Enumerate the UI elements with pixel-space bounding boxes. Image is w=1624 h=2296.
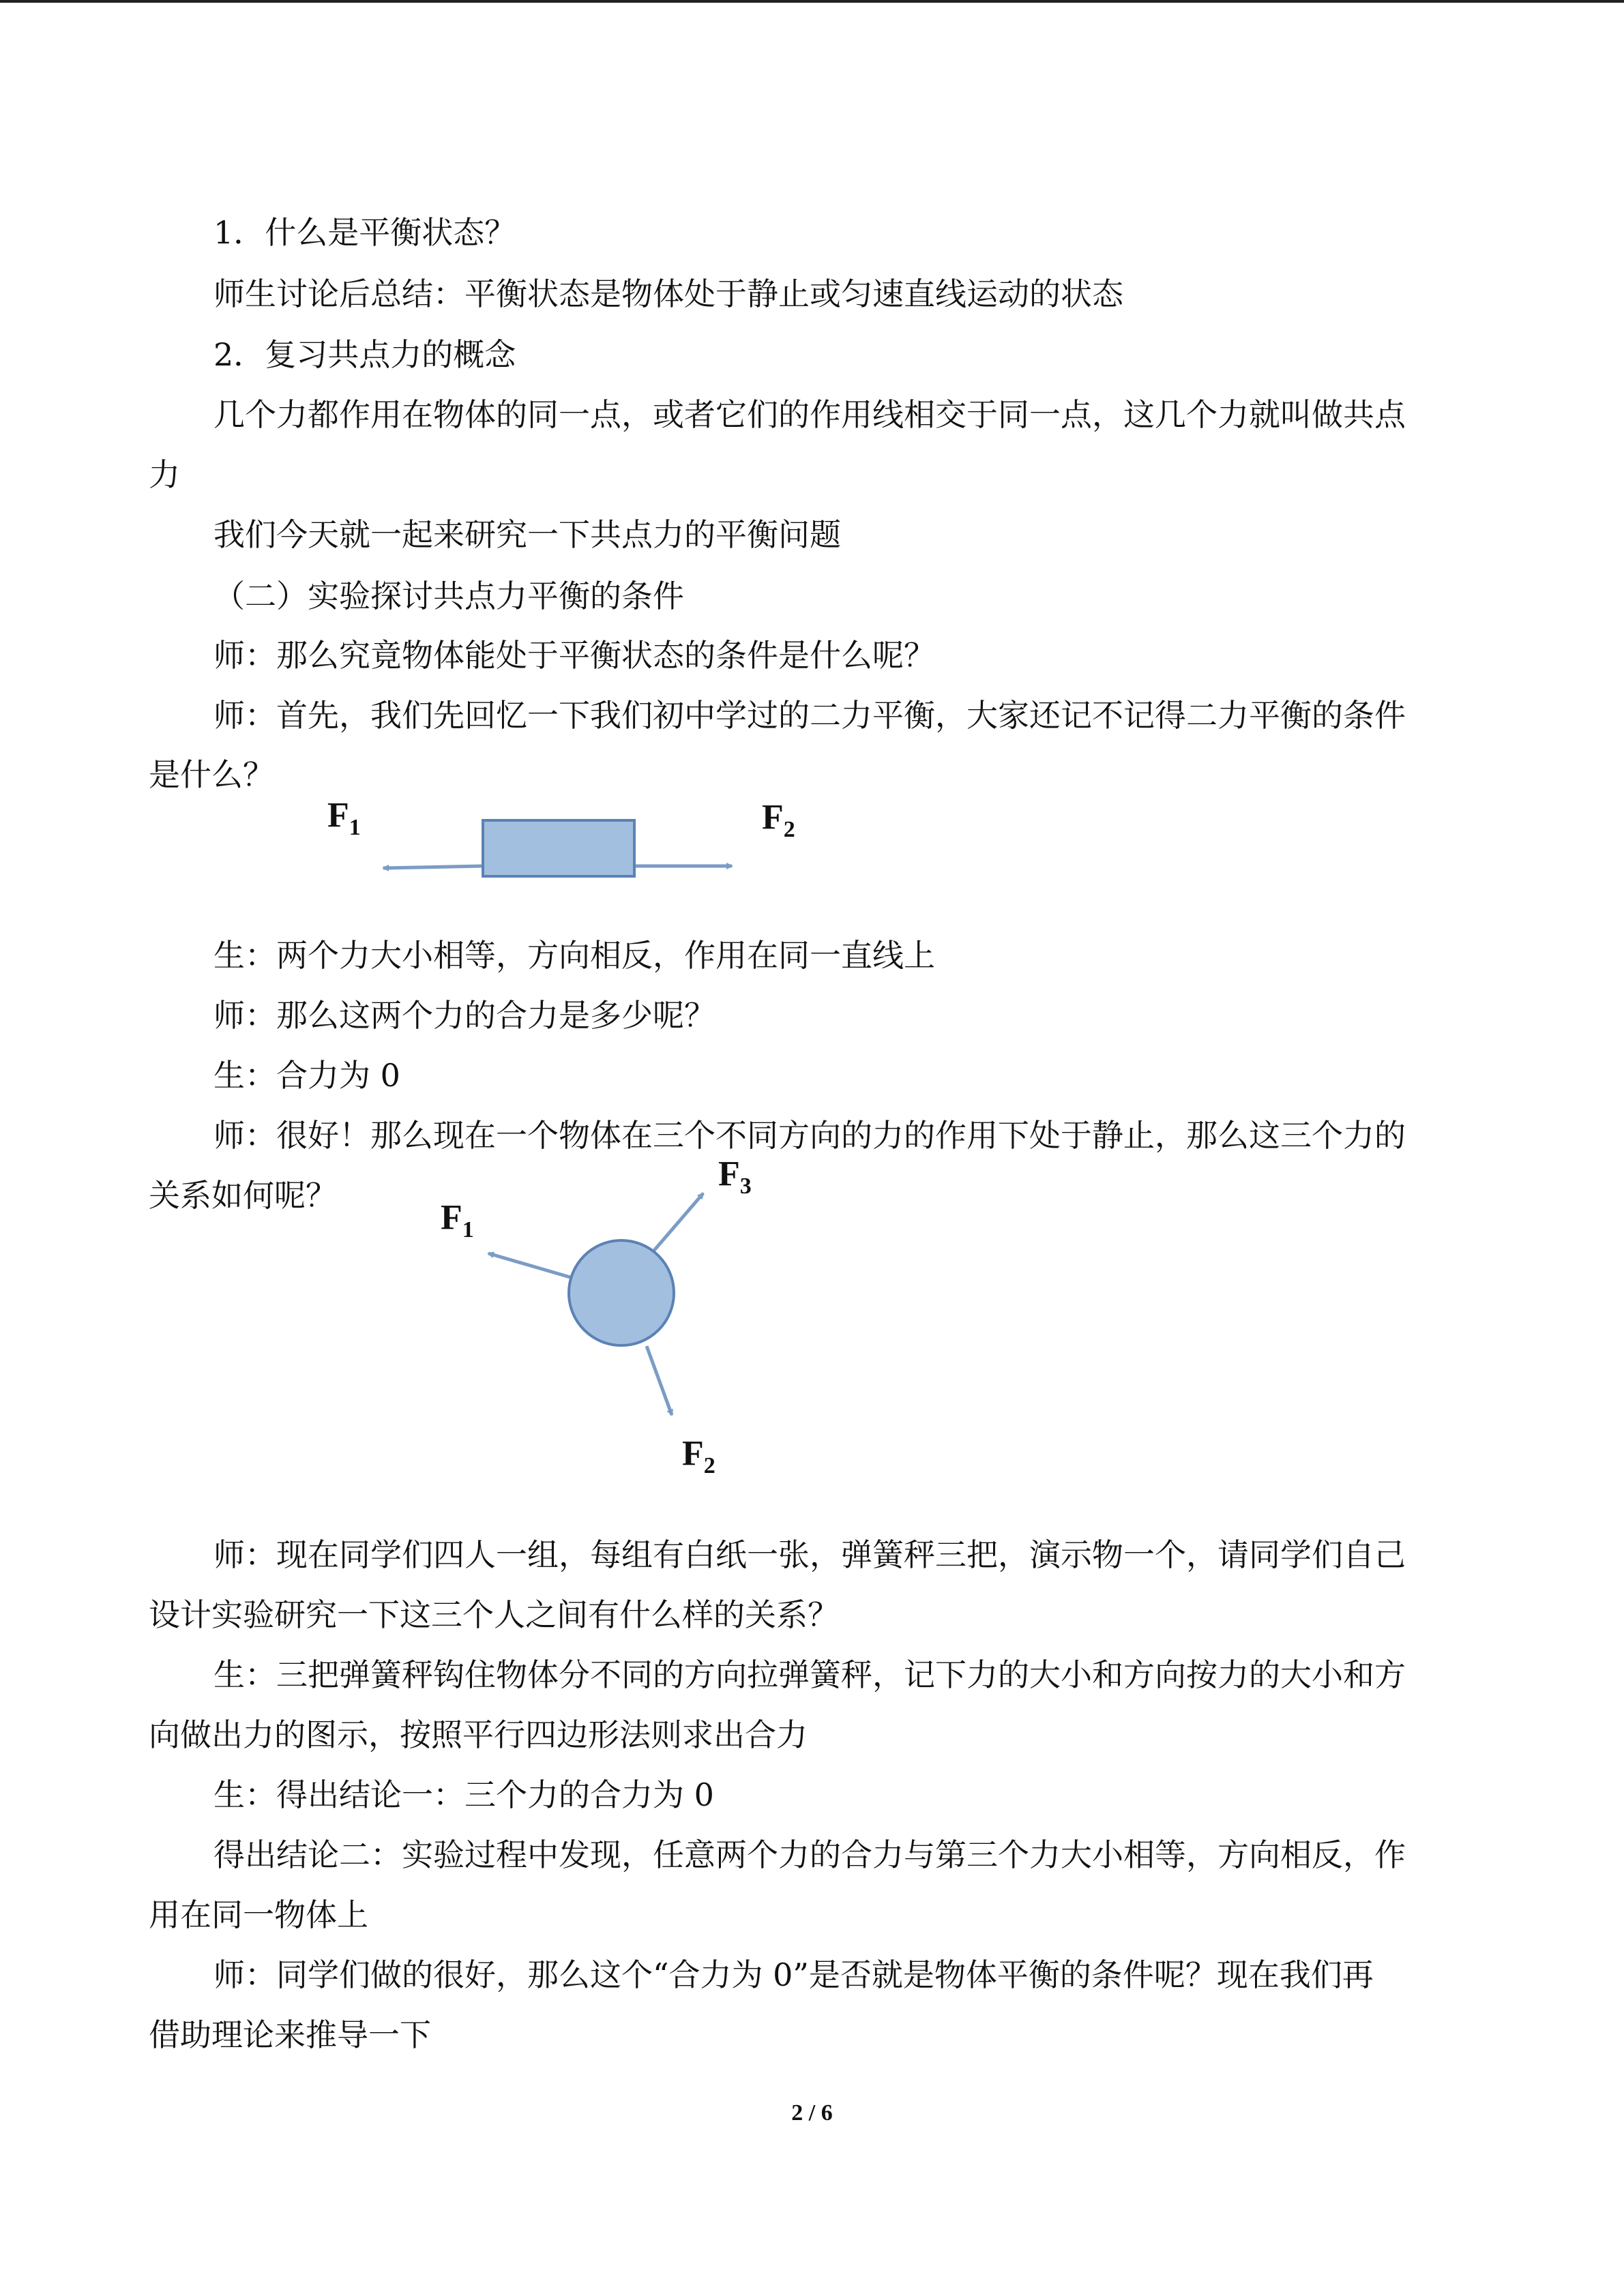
paragraph-line: 生：得出结论一：三个力的合力为 0: [213, 1776, 714, 1813]
paragraph-line: 生：三把弹簧秤钩住物体分不同的方向拉弹簧秤，记下力的大小和方向按力的大小和方: [213, 1656, 1406, 1693]
paragraph-line: 是什么？: [149, 756, 274, 793]
paragraph-line: 生：两个力大小相等，方向相反，作用在同一直线上: [213, 937, 935, 974]
paragraph-line: 用在同一物体上: [149, 1896, 368, 1933]
paragraph-line: 生：合力为 0: [213, 1057, 400, 1094]
paragraph-line: （二）实验探讨共点力平衡的条件: [213, 578, 684, 614]
paragraph-line: 借助理论来推导一下: [149, 2016, 431, 2053]
round-object: [569, 1240, 674, 1345]
label-f3: $F_3$: [718, 1154, 752, 1199]
paragraph-line: 师：同学们做的很好，那么这个“合力为 0”是否就是物体平衡的条件呢？现在我们再: [213, 1956, 1374, 1993]
paragraph-line: 向做出力的图示，按照平行四边形法则求出合力: [149, 1716, 808, 1753]
label-f2: $F_2$: [682, 1434, 715, 1478]
label-f2: $F_2$: [762, 798, 795, 842]
paragraph-line: 1．什么是平衡状态？: [213, 214, 516, 251]
paragraph-line: 师生讨论后总结：平衡状态是物体处于静止或匀速直线运动的状态: [213, 275, 1123, 312]
paragraph-line: 师：现在同学们四人一组，每组有白纸一张，弹簧秤三把，演示物一个，请同学们自己: [213, 1536, 1406, 1573]
label-f1: $F_1$: [327, 796, 361, 840]
paragraph-line: 力: [149, 456, 180, 493]
paragraph-line: 设计实验研究一下这三个人之间有什么样的关系？: [149, 1596, 839, 1633]
paragraph-line: 2．复习共点力的概念: [213, 336, 516, 373]
paragraph-line: 师：那么究竟物体能处于平衡状态的条件是什么呢？: [213, 637, 935, 674]
force-arrow-f2: [647, 1346, 672, 1415]
paragraph-line: 几个力都作用在物体的同一点，或者它们的作用线相交于同一点，这几个力就叫做共点: [213, 396, 1406, 433]
paragraph-line: 师：那么这两个力的合力是多少呢？: [213, 997, 715, 1034]
label-f1: $F_1$: [441, 1198, 474, 1242]
force-arrow-f1: [488, 1253, 570, 1277]
paragraph-line: 得出结论二：实验过程中发现，任意两个力的合力与第三个力大小相等，方向相反，作: [213, 1836, 1406, 1873]
page-number: 2 / 6: [791, 2100, 833, 2126]
paragraph-line: 我们今天就一起来研究一下共点力的平衡问题: [213, 516, 841, 553]
paragraph-line: 师：很好！那么现在一个物体在三个不同方向的力的作用下处于静止，那么这三个力的: [213, 1117, 1406, 1154]
paragraph-line: 师：首先，我们先回忆一下我们初中学过的二力平衡，大家还记不记得二力平衡的条件: [213, 697, 1406, 734]
force-arrow-f3: [653, 1193, 703, 1252]
paragraph-line: 关系如何呢？: [149, 1177, 337, 1214]
